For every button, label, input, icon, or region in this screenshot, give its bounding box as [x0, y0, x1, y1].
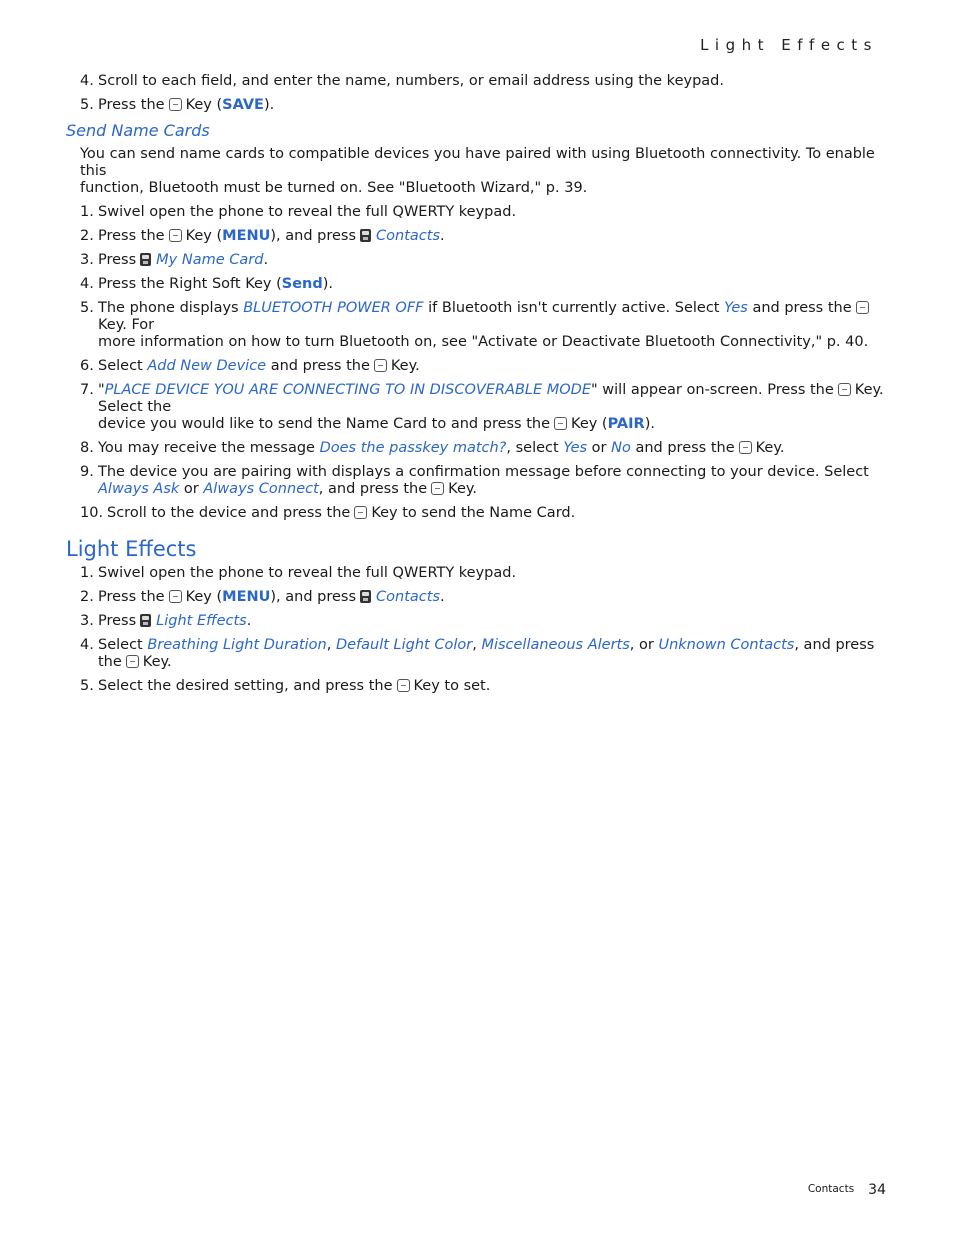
page-content	[66, 73, 886, 702]
my-name-card-key-icon	[140, 253, 151, 266]
le-step-1: 1. Swivel open the phone to reveal the full QWERTY keypad.	[80, 565, 517, 581]
page-footer	[808, 1182, 886, 1198]
ok-key-icon	[169, 590, 182, 603]
snc-step-1: 1. Swivel open the phone to reveal the full QWERTY keypad.	[80, 204, 517, 220]
send-name-cards-heading: Send Name Cards	[66, 121, 210, 140]
snc-step-2: 2. Press the Key (MENU), and press Contacts.	[80, 228, 445, 244]
softkey-save: SAVE	[222, 97, 264, 113]
le-step-2: 2. Press the Key (MENU), and press Contacts.	[80, 589, 445, 605]
ok-key-icon	[169, 229, 182, 242]
ok-key-icon	[374, 359, 387, 372]
snc-step-10: 10. Scroll to the device and press the Key to send the Name Card.	[80, 505, 576, 521]
running-header: Light Effects	[700, 36, 878, 54]
ok-key-icon	[554, 417, 567, 430]
le-step-4: 4. Select Breathing Light Duration, Default Light Color, Miscellaneous Alerts, or Unknown Contacts, and press the Key.	[80, 637, 875, 670]
ok-key-icon	[126, 655, 139, 668]
snc-step-7: 7. "PLACE DEVICE YOU ARE CONNECTING TO IN DISCOVERABLE MODE" will appear on-screen. Press the Key. Select the device you would like to send the Name Card to and press the Key (PAIR).	[80, 382, 884, 432]
snc-step-5: 5. The phone displays BLUETOOTH POWER OFF if Bluetooth isn't currently active. Select Yes and press theKey. For more information on how to turn Bluetooth on, see "Activate or Deactivate Bluetooth Connectivity," p. 40.	[80, 300, 869, 350]
le-step-5: 5. Select the desired setting, and press the Key to set.	[80, 678, 491, 694]
snc-step-9: 9. The device you are pairing with displays a confirmation message before connecting to your device. Select Always Ask or Always Connect, and press the Key.	[80, 464, 869, 497]
light-effects-key-icon	[140, 614, 151, 627]
ok-key-icon	[856, 301, 869, 314]
ok-key-icon	[838, 383, 851, 396]
ok-key-icon	[354, 506, 367, 519]
snc-step-6: 6. Select Add New Device and press the Key.	[80, 358, 420, 374]
ok-key-icon	[431, 482, 444, 495]
le-step-3: 3. Press Light Effects.	[80, 613, 252, 629]
step-4: 4. Scroll to each field, and enter the name, numbers, or email address using the keypad.	[80, 73, 724, 89]
softkey-pair: PAIR	[607, 416, 645, 432]
send-name-cards-intro: You can send name cards to compatible devices you have paired with using Bluetooth connectivity. To enable this function, Bluetooth must be turned on. See "Bluetooth Wizard," p. 39.	[80, 146, 875, 196]
ok-key-icon	[739, 441, 752, 454]
ok-key-icon	[169, 98, 182, 111]
snc-step-4: 4. Press the Right Soft Key (Send).	[80, 276, 334, 292]
snc-step-3: 3. Press My Name Card.	[80, 252, 269, 268]
softkey-send: Send	[281, 276, 323, 292]
light-effects-heading: Light Effects	[66, 537, 197, 561]
step-5: 5. Press the Key (SAVE).	[80, 97, 275, 113]
contacts-menu-icon	[360, 590, 371, 603]
softkey-menu: MENU	[222, 228, 271, 244]
ok-key-icon	[397, 679, 410, 692]
snc-step-8: 8. You may receive the message Does the passkey match?, select Yes or No and press the Key.	[80, 440, 785, 456]
footer-section: Contacts	[807, 1183, 855, 1195]
page-number: 34	[868, 1182, 886, 1198]
softkey-menu: MENU	[222, 589, 271, 605]
contacts-menu-icon	[360, 229, 371, 242]
